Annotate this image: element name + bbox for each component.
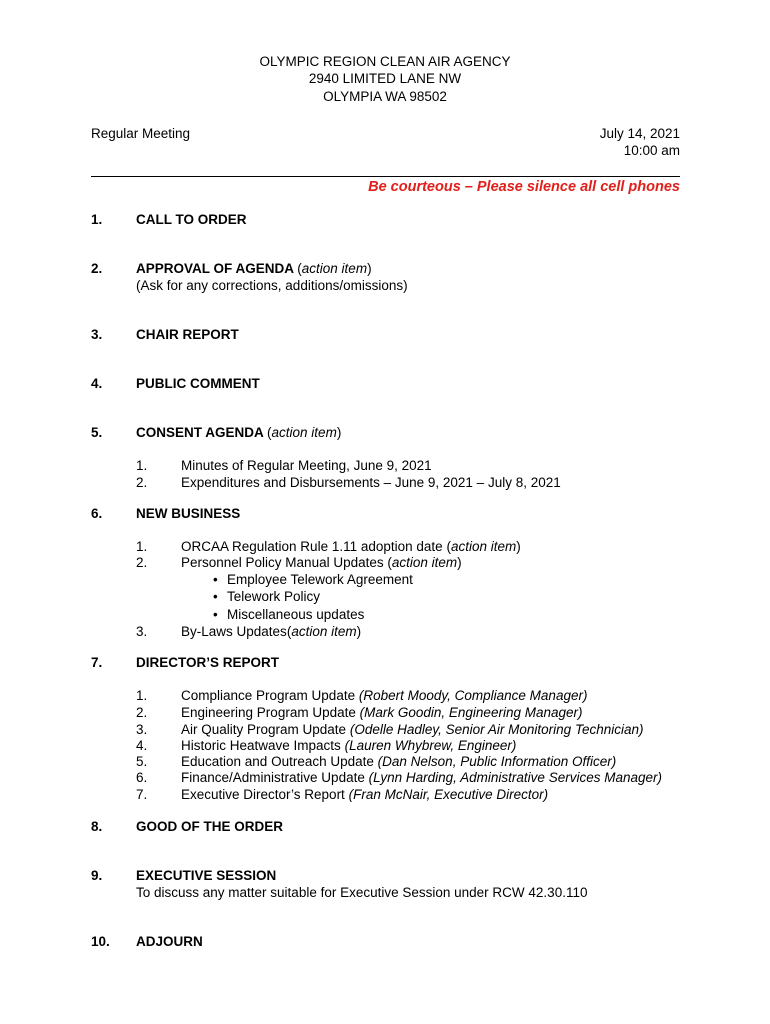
sub-item-line [181,754,616,769]
item-title: CHAIR REPORT [136,327,239,342]
action-item-text: action item [391,555,458,570]
sub-item-note: (action item) [286,624,362,639]
sub-item-text: Minutes of Regular Meeting, June 9, 2021 [181,458,432,473]
sub-item-note: (Odelle Hadley, Senior Air Monitoring Technician) [349,722,644,737]
meeting-time: 10:00 am [623,143,680,158]
action-item-text: action item [271,425,337,440]
item-title: ADJOURN [136,934,203,949]
sub-item-number: 1. [136,539,148,554]
sub-item-text: Executive Director’s Report [181,787,345,802]
sub-item-note: (Fran McNair, Executive Director) [348,787,549,802]
sub-item-note: (action item) [387,555,462,570]
meeting-type: Regular Meeting [91,126,191,141]
item-title: APPROVAL OF AGENDA [136,261,294,276]
sub-item-text: Finance/Administrative Update [181,770,365,785]
item-note: (action item) [267,425,342,440]
sub-item-number: 6. [136,770,148,785]
action-item-text: action item [291,624,357,639]
sub-item-text: Air Quality Program Update [181,722,347,737]
item-title: EXECUTIVE SESSION [136,868,277,883]
sub-item-text: Historic Heatwave Impacts [181,738,341,753]
item-number: 5. [91,425,103,440]
bullet-icon: • [213,572,218,587]
sub-item-number: 4. [136,738,148,753]
sub-item-text: Personnel Policy Manual Updates [181,555,384,570]
sub-item-number: 3. [136,722,148,737]
item-title: CONSENT AGENDA [136,425,264,440]
sub-item-number: 5. [136,754,148,769]
sub-item-note: (action item) [446,539,521,554]
sub-item-text: By-Laws Updates [181,624,287,639]
org-address: 2940 LIMITED LANE NW [308,71,462,86]
sub-item-line [181,705,583,720]
sub-item-text: ORCAA Regulation Rule 1.11 adoption date [181,539,443,554]
item-number: 10. [91,934,110,949]
sub-item-line [181,624,361,639]
sub-item-text: Expenditures and Disbursements – June 9, 2021 – July 8, 2021 [181,475,561,490]
bullet-text: Employee Telework Agreement [227,572,413,587]
item-number: 7. [91,655,103,670]
sub-item-number: 1. [136,458,148,473]
org-city: OLYMPIA WA 98502 [323,89,447,104]
item-title: CALL TO ORDER [136,212,247,227]
sub-item-number: 2. [136,555,148,570]
item-note: (action item) [297,261,372,276]
item-number: 9. [91,868,103,883]
item-number: 3. [91,327,103,342]
sub-item-note: (Robert Moody, Compliance Manager) [358,688,588,703]
sub-item-number: 2. [136,705,148,720]
courtesy-notice: Be courteous – Please silence all cell phones [368,179,680,195]
sub-item-number: 3. [136,624,148,639]
meeting-date: July 14, 2021 [599,126,680,141]
item-title: PUBLIC COMMENT [136,376,260,391]
sub-item-line [181,738,516,753]
bullet-icon: • [213,589,218,604]
sub-item-line [181,722,643,737]
sub-item-text: Compliance Program Update [181,688,356,703]
item-title: GOOD OF THE ORDER [136,819,284,834]
item-number: 4. [91,376,103,391]
item-description: To discuss any matter suitable for Executive Session under RCW 42.30.110 [136,885,588,900]
bullet-text: Telework Policy [227,589,321,604]
header-divider [91,176,680,177]
sub-item-note: (Mark Goodin, Engineering Manager) [359,705,583,720]
bullet-text: Miscellaneous updates [227,607,365,622]
item-title: NEW BUSINESS [136,506,241,521]
item-title: DIRECTOR’S REPORT [136,655,280,670]
item-number: 8. [91,819,103,834]
org-name: OLYMPIC REGION CLEAN AIR AGENCY [259,54,511,69]
item-title-line [136,425,341,440]
sub-item-line [181,787,548,802]
sub-item-note: (Lauren Whybrew, Engineer) [344,738,517,753]
bullet-icon: • [213,607,218,622]
item-number: 6. [91,506,103,521]
item-number: 2. [91,261,103,276]
item-description: (Ask for any corrections, additions/omissions) [136,278,408,293]
sub-item-note: (Dan Nelson, Public Information Officer) [377,754,617,769]
action-item-text: action item [450,539,517,554]
sub-item-number: 7. [136,787,148,802]
item-title-line [136,261,372,276]
sub-item-line [181,555,462,570]
sub-item-text: Education and Outreach Update [181,754,374,769]
sub-item-text: Engineering Program Update [181,705,356,720]
action-item-text: action item [301,261,368,276]
sub-item-number: 2. [136,475,148,490]
sub-item-note: (Lynn Harding, Administrative Services Manager) [368,770,662,785]
sub-item-line [181,770,662,785]
sub-item-number: 1. [136,688,148,703]
sub-item-line [181,688,587,703]
sub-item-line [181,539,521,554]
item-number: 1. [91,212,103,227]
